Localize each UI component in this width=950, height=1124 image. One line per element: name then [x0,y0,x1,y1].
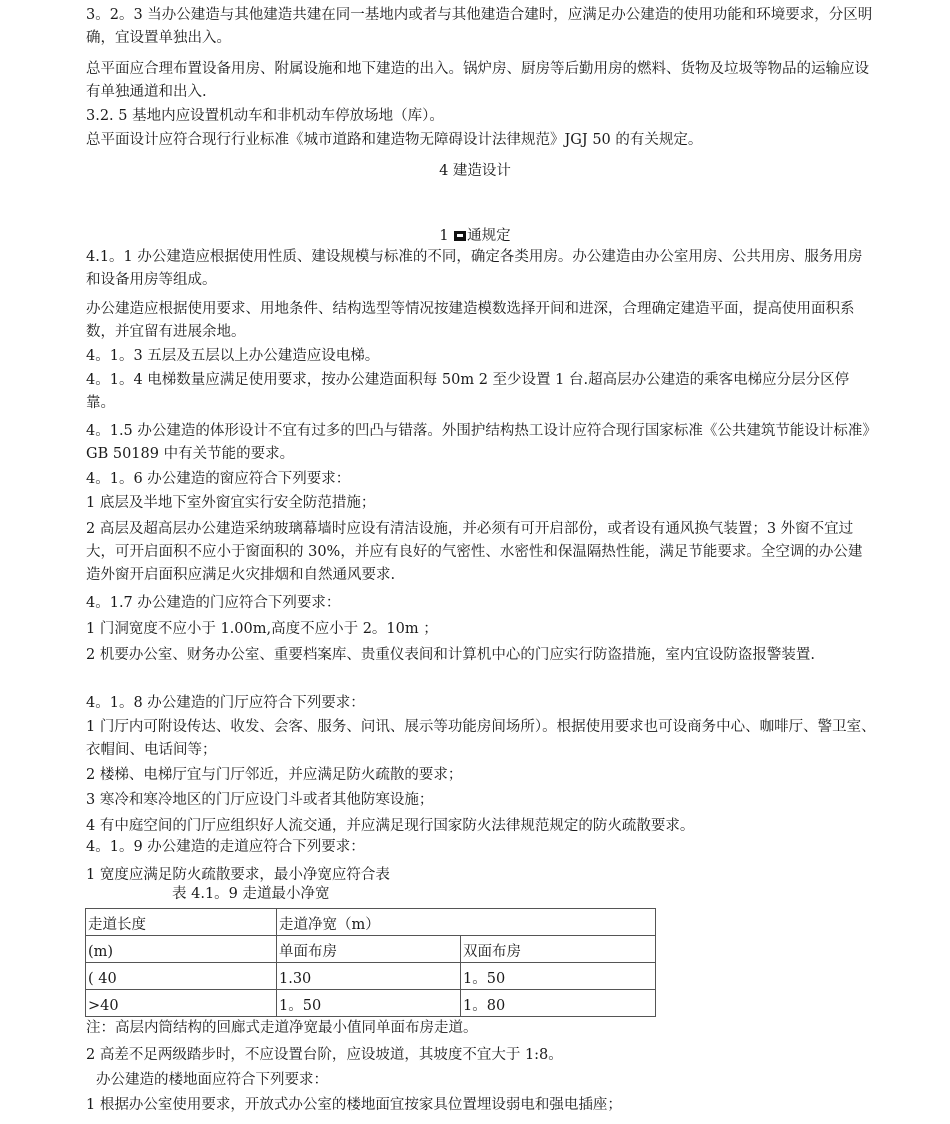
paragraph: 2 高差不足两级踏步时，不应设置台阶，应设坡道，其坡度不宜大于 1:8。 [86,1047,563,1063]
table-header-row [86,936,656,963]
paragraph: 1 门厅内可附设传达、收发、会客、服务、问讯、展示等功能房间场所）。根据使用要求也可设商务中心、咖啡厅、警卫室、衣帽间、电话间等； [86,719,876,758]
paragraph: 4。1.5 办公建造的体形设计不宜有过多的凹凸与错落。外围护结构热工设计应符合现行国家标准《公共建筑节能设计标准》GB 50189 中有关节能的要求。 [86,423,870,462]
table-caption: 表 4.1。9 走道最小净宽 [172,886,330,902]
table-row [86,990,656,1017]
paragraph: 2 高层及超高层办公建造采纳玻璃幕墙时应设有清洁设施，并必须有可开启部份，或者设有通风换气装置；3 外窗不宜过大，可开启面积不应小于窗面积的 30%，并应有良好的气密性、水密性和保温隔热性能，满足节能要求。全空调的办公建造外窗开启面积应满足火灾排烟和自然通风要求. [86,521,863,583]
table-cell: 1。80 [461,990,656,1017]
paragraph: 总平面设计应符合现行行业标准《城市道路和建造物无障碍设计法律规范》JGJ 50 的有关规定。 [86,132,703,148]
paragraph: 3 寒冷和寒冷地区的门厅应设门斗或者其他防寒设施； [86,792,434,808]
paragraph: 1 根据办公室使用要求，开放式办公室的楼地面宜按家具位置埋设弱电和强电插座； [86,1097,622,1113]
paragraph: 总平面应合理布置设备用房、附属设施和地下建造的出入。锅炉房、厨房等后勤用房的燃料、货物及垃圾等物品的运输应设有单独通道和出入. [86,61,869,100]
paragraph: 办公建造的楼地面应符合下列要求： [96,1072,328,1088]
paragraph: 3。2。3 当办公建造与其他建造共建在同一基地内或者与其他建造合建时，应满足办公建造的使用功能和环境要求，分区明确，宜设置单独出入。 [86,7,873,46]
paragraph: 4。1。3 五层及五层以上办公建造应设电梯。 [86,348,380,364]
section-title-suffix: 通规定 [467,228,511,244]
section-title-prefix: 1 [439,228,454,244]
table-header-cell: 走道净宽（m） [277,909,656,936]
paragraph: 4.1。1 办公建造应根据使用性质、建设规模与标准的不同，确定各类用房。办公建造由办公室用房、公共用房、服务用房和设备用房等组成。 [86,249,863,288]
paragraph: 1 宽度应满足防火疏散要求，最小净宽应符合表 [86,867,390,883]
table-cell: 1。50 [461,963,656,990]
paragraph: 4。1。4 电梯数量应满足使用要求，按办公建造面积每 50m 2 至少设置 1 台.超高层办公建造的乘客电梯应分层分区停靠。 [86,372,850,411]
paragraph: 4 有中庭空间的门厅应组织好人流交通，并应满足现行国家防火法律规范规定的防火疏散要求。 [86,818,695,834]
paragraph: 2 机要办公室、财务办公室、重要档案库、贵重仪表间和计算机中心的门应实行防盗措施，室内宜设防盗报警装置. [86,647,815,663]
redaction-mark-icon [454,231,466,241]
paragraph: 办公建造应根据使用要求、用地条件、结构选型等情况按建造模数选择开间和进深，合理确定建造平面，提高使用面积系数，并宜留有进展余地。 [86,301,855,340]
table-header-cell: 双面布房 [461,936,656,963]
table-header-row [86,909,656,936]
table-cell: 1。50 [277,990,461,1017]
table-row [86,963,656,990]
chapter-title: 4 建造设计 [439,163,511,179]
table-cell: 1.30 [277,963,461,990]
paragraph: 1 门洞宽度不应小于 1.00m,高度不应小于 2。10m ； [86,621,438,637]
paragraph: 4。1。6 办公建造的窗应符合下列要求： [86,471,351,487]
table-header-cell: (m) [86,936,277,963]
corridor-width-table [85,908,656,1017]
table-cell: >40 [86,990,277,1017]
table-cell: ( 40 [86,963,277,990]
section-title [0,224,950,245]
paragraph: 1 底层及半地下室外窗宜实行安全防范措施； [86,495,376,511]
table-note: 注：高层内筒结构的回廊式走道净宽最小值同单面布房走道。 [86,1020,478,1036]
paragraph: 2 楼梯、电梯厅宜与门厅邻近，并应满足防火疏散的要求； [86,767,463,783]
table-header-cell: 单面布房 [277,936,461,963]
paragraph: 4。1.7 办公建造的门应符合下列要求： [86,595,341,611]
table-header-cell: 走道长度 [86,909,277,936]
paragraph: 3.2. 5 基地内应设置机动车和非机动车停放场地（库）。 [86,108,444,124]
paragraph: 4。1。9 办公建造的走道应符合下列要求： [86,839,365,855]
paragraph: 4。1。8 办公建造的门厅应符合下列要求： [86,695,365,711]
